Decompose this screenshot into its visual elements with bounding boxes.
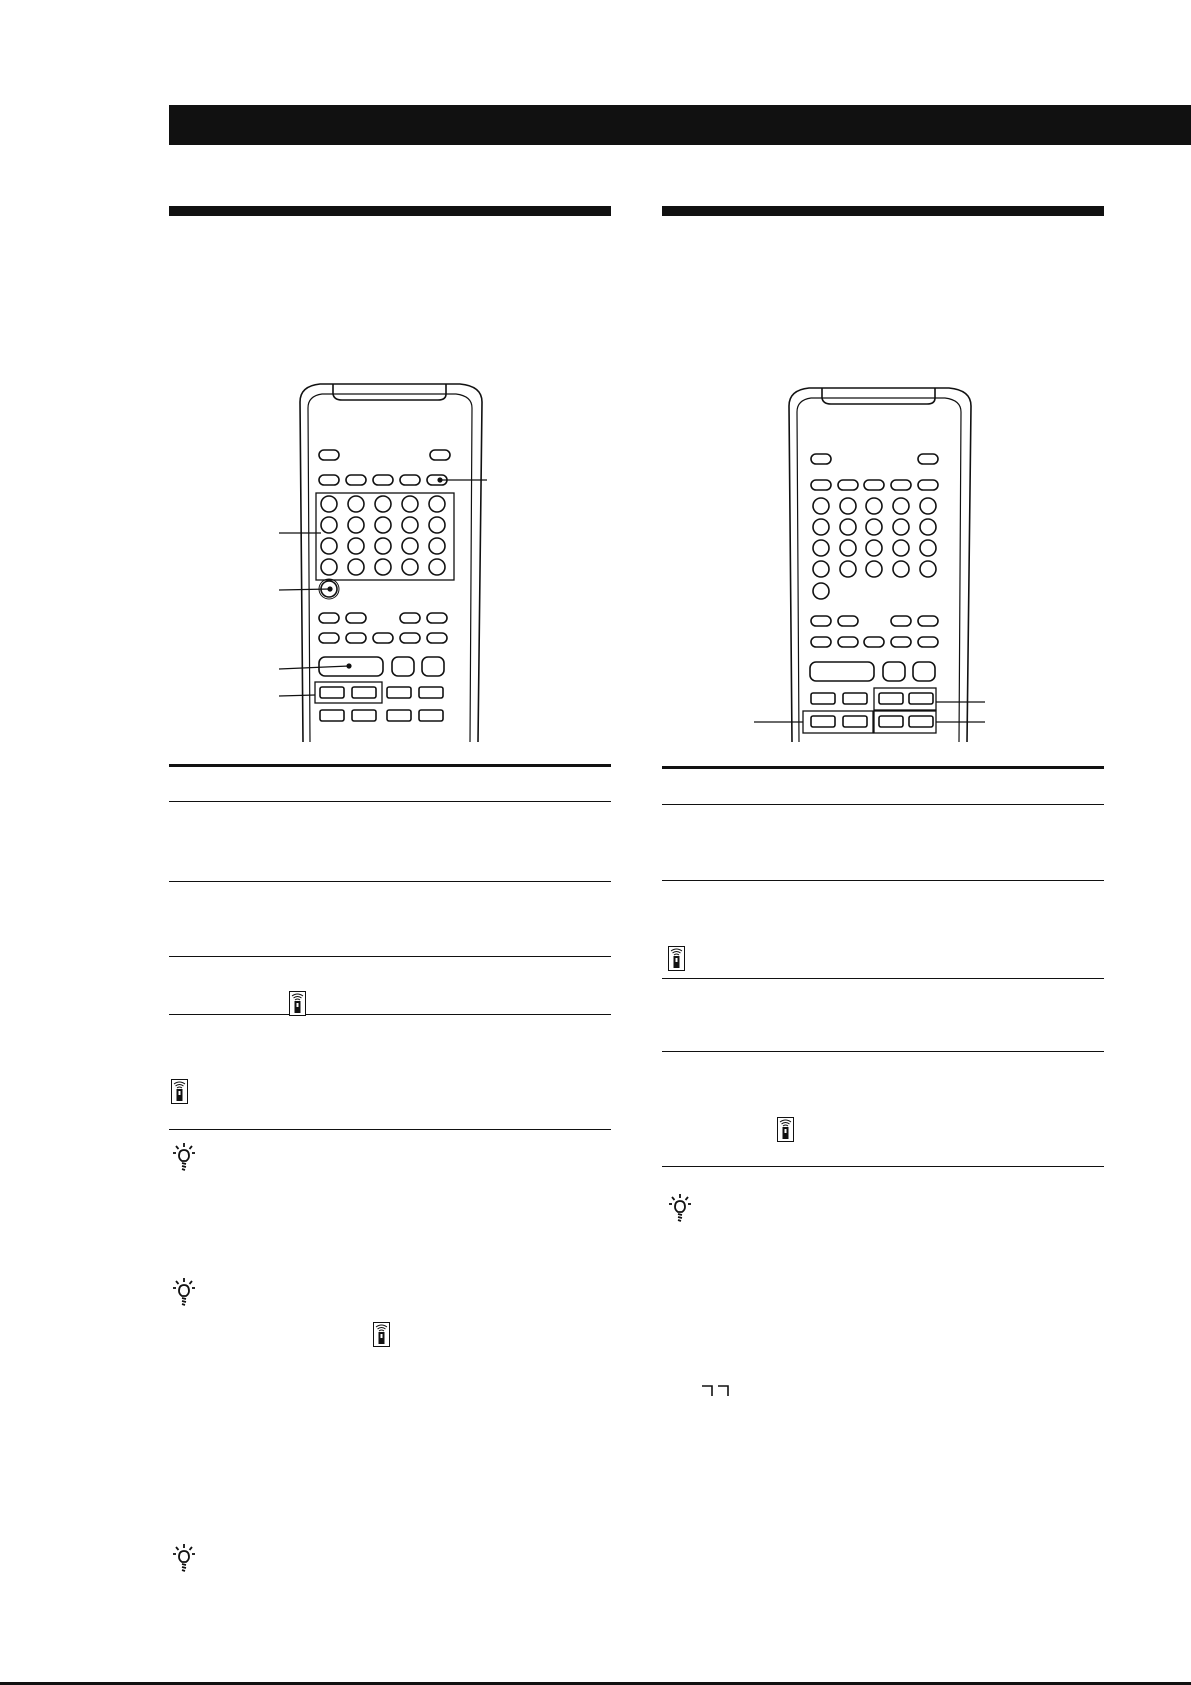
tip-lightbulb-icon bbox=[173, 1142, 195, 1172]
right-section-title-bar bbox=[662, 206, 1104, 216]
left-table-row-divider bbox=[169, 956, 611, 957]
right-table-row-divider bbox=[662, 1051, 1104, 1052]
left-table-row-divider bbox=[169, 801, 611, 802]
right-table-row-divider bbox=[662, 978, 1104, 979]
left-section-title-bar bbox=[169, 206, 611, 216]
left-table-bottom-rule bbox=[169, 1129, 611, 1130]
remote-control-icon bbox=[373, 1322, 390, 1347]
left-table-row-divider bbox=[169, 1014, 611, 1015]
tip-lightbulb-icon bbox=[173, 1543, 195, 1573]
tip-lightbulb-icon bbox=[669, 1193, 691, 1223]
remote-control-icon bbox=[171, 1079, 188, 1104]
right-table-row-divider bbox=[662, 804, 1104, 805]
remote-control-icon bbox=[668, 946, 685, 971]
left-table-top-rule bbox=[169, 764, 611, 767]
right-remote-illustration bbox=[760, 384, 1000, 742]
remote-control-icon bbox=[777, 1117, 794, 1142]
seven-segment-readout bbox=[700, 1384, 732, 1400]
tip-lightbulb-icon bbox=[173, 1277, 195, 1307]
right-table-top-rule bbox=[662, 766, 1104, 769]
left-table-row-divider bbox=[169, 881, 611, 882]
page-header-bar bbox=[169, 105, 1191, 145]
right-table-row-divider bbox=[662, 880, 1104, 881]
right-remote-callouts bbox=[752, 690, 992, 730]
right-table-bottom-rule bbox=[662, 1166, 1104, 1167]
left-remote-callouts bbox=[275, 470, 505, 710]
remote-control-icon bbox=[289, 991, 306, 1016]
